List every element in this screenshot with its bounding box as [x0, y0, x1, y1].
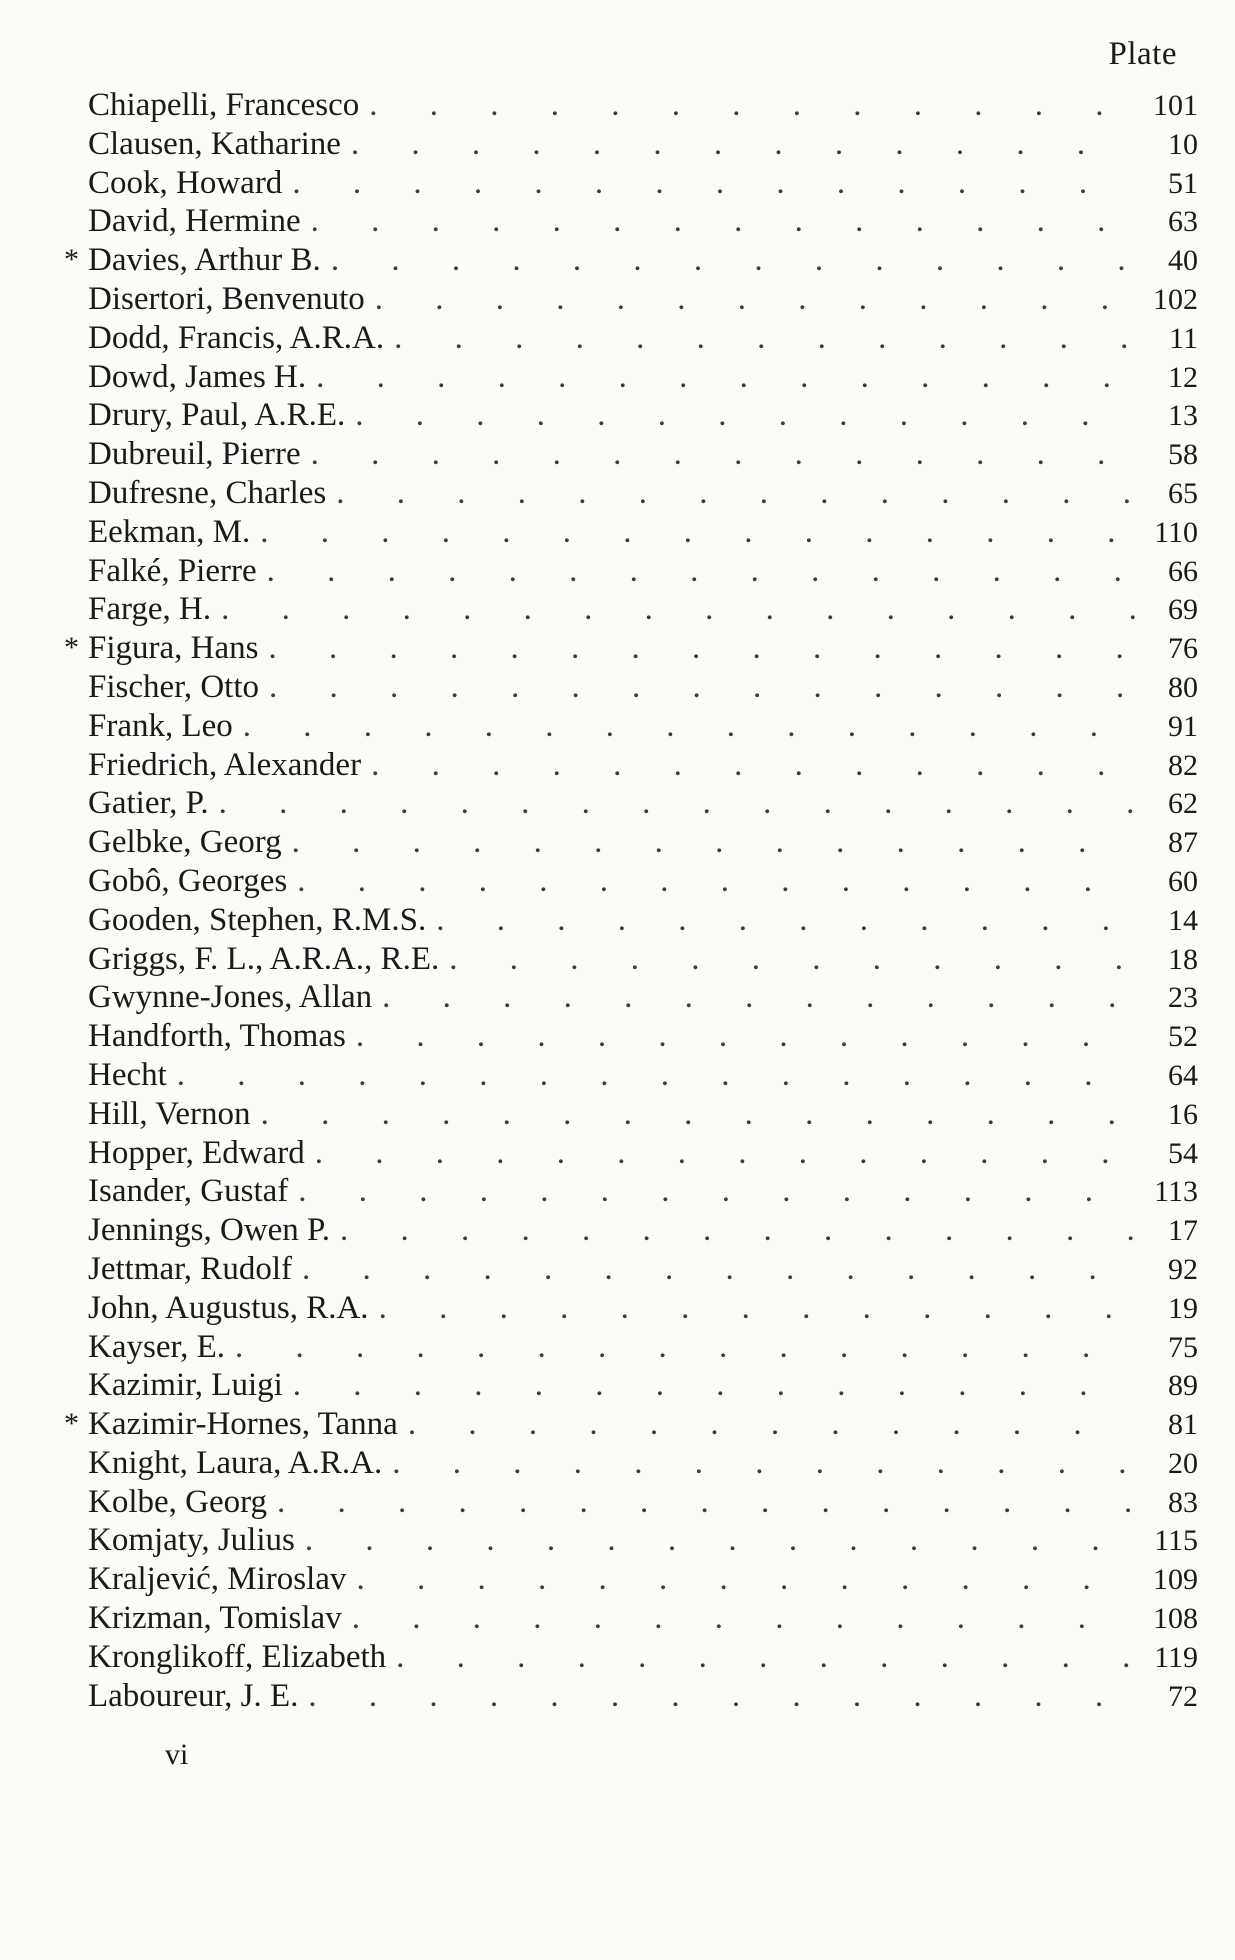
plate-number: 83 [1168, 1485, 1198, 1519]
artist-name [88, 1056, 167, 1095]
index-entry [88, 978, 1198, 1017]
artist-name [88, 1134, 305, 1173]
index-entry [64, 1405, 1198, 1444]
asterisk-marker-icon: * [64, 243, 79, 277]
artist-name [88, 435, 301, 474]
artist-name-text: Gwynne-Jones, Allan [88, 979, 373, 1016]
artist-name-text: Kraljević, Miroslav [88, 1561, 347, 1598]
dot-leader [260, 513, 1136, 552]
artist-name [88, 707, 233, 746]
artist-name [88, 1560, 346, 1599]
dot-leader [449, 940, 1136, 979]
index-entry [88, 474, 1198, 513]
dot-leader [336, 474, 1136, 513]
artist-name [88, 1677, 298, 1716]
plate-number: 62 [1168, 787, 1198, 821]
index-entry [88, 202, 1198, 241]
artist-name-text: Drury, Paul, A.R.E. [88, 397, 346, 434]
artist-name [88, 1366, 283, 1405]
index-entry [88, 1599, 1198, 1638]
index-entry [88, 435, 1198, 474]
artist-name [88, 358, 306, 397]
artist-name-text: Isander, Gustaf [88, 1173, 289, 1210]
artist-name-text: Laboureur, J. E. [88, 1677, 299, 1714]
artist-name [88, 746, 361, 785]
plate-column-header: Plate [1108, 36, 1177, 72]
artist-name [88, 1638, 386, 1677]
index-entry [88, 590, 1198, 629]
plate-number: 60 [1168, 864, 1198, 898]
artist-name-text: Clausen, Katharine [88, 125, 341, 162]
artist-name [88, 86, 359, 125]
plate-number: 51 [1168, 166, 1198, 200]
dot-leader [311, 435, 1136, 474]
artist-name [88, 280, 365, 319]
dot-leader [302, 1250, 1136, 1289]
dot-leader [392, 1444, 1136, 1483]
artist-name-text: Jettmar, Rudolf [88, 1250, 292, 1287]
index-entry [88, 396, 1198, 435]
dot-leader [375, 280, 1136, 319]
artist-name [88, 552, 257, 591]
dot-leader [379, 1289, 1136, 1328]
plate-number: 18 [1168, 942, 1198, 976]
plate-number: 91 [1168, 709, 1198, 743]
plate-number: 40 [1168, 244, 1198, 278]
dot-leader [436, 901, 1136, 940]
index-entry [88, 1134, 1198, 1173]
index-entry [88, 1638, 1198, 1677]
plate-number: 92 [1168, 1252, 1198, 1286]
artist-name [88, 1483, 267, 1522]
artist-name-text: Falké, Pierre [88, 552, 257, 589]
plate-number: 76 [1168, 632, 1198, 666]
artist-name [88, 940, 439, 979]
index-entry [88, 1560, 1198, 1599]
artist-name [88, 1328, 225, 1367]
dot-leader [297, 862, 1136, 901]
artist-name-text: Knight, Laura, A.R.A. [88, 1444, 383, 1481]
dot-leader [268, 629, 1136, 668]
index-entry [88, 125, 1198, 164]
dot-leader [219, 784, 1136, 823]
artist-name [88, 1521, 295, 1560]
index-entry [88, 823, 1198, 862]
dot-leader [316, 358, 1136, 397]
artist-name-text: Kolbe, Georg [88, 1483, 268, 1520]
plate-number: 52 [1168, 1020, 1198, 1054]
dot-leader [356, 1017, 1136, 1056]
dot-leader [305, 1521, 1136, 1560]
plate-number: 87 [1168, 826, 1198, 860]
plate-number: 101 [1153, 89, 1198, 122]
artist-name [88, 823, 282, 862]
artist-name-text: David, Hermine [88, 203, 301, 240]
plate-number: 75 [1168, 1330, 1198, 1364]
artist-name-text: Hopper, Edward [88, 1134, 305, 1171]
asterisk-marker-icon: * [64, 1407, 79, 1441]
index-entry [88, 1521, 1198, 1560]
artist-name-text: Dodd, Francis, A.R.A. [88, 319, 385, 356]
dot-leader [394, 319, 1136, 358]
index-entry [88, 1172, 1198, 1211]
index-entry [88, 1289, 1198, 1328]
index-entry [88, 746, 1198, 785]
index-entry [88, 1328, 1198, 1367]
dot-leader [298, 1172, 1136, 1211]
artist-name [88, 164, 282, 203]
dot-leader [261, 1095, 1136, 1134]
artist-name-text: Komjaty, Julius [88, 1522, 295, 1559]
index-entry [88, 707, 1198, 746]
dot-leader [221, 590, 1136, 629]
plate-number: 16 [1168, 1097, 1198, 1131]
artist-name [88, 202, 301, 241]
artist-name-text: Krizman, Tomislav [88, 1600, 342, 1637]
dot-leader [267, 552, 1136, 591]
plate-number: 102 [1153, 282, 1198, 316]
artist-name [88, 784, 209, 823]
dot-leader [408, 1405, 1136, 1444]
index-entry [88, 319, 1198, 358]
plate-number: 110 [1154, 515, 1198, 549]
artist-name-text: Handforth, Thomas [88, 1018, 346, 1055]
index-entry [88, 513, 1198, 552]
artist-name [88, 1095, 251, 1134]
dot-leader [315, 1134, 1136, 1173]
dot-leader [292, 823, 1136, 862]
plate-number: 63 [1168, 205, 1198, 239]
artist-name-text: Frank, Leo [88, 707, 233, 744]
artist-name-text: Eekman, M. [88, 513, 251, 550]
artist-name-text: Friedrich, Alexander [88, 746, 362, 783]
dot-leader [235, 1328, 1136, 1367]
artist-name [88, 513, 250, 552]
artist-name [88, 125, 341, 164]
artist-name [88, 901, 426, 940]
artist-name-text: Hill, Vernon [88, 1095, 251, 1132]
artist-name-text: Gelbke, Georg [88, 824, 282, 861]
artist-name-text: Kronglikoff, Elizabeth [88, 1638, 387, 1675]
dot-leader [277, 1483, 1136, 1522]
artist-name [88, 1211, 330, 1250]
plate-number: 17 [1168, 1214, 1198, 1248]
plate-number: 115 [1154, 1524, 1198, 1558]
plate-number: 64 [1168, 1058, 1198, 1092]
dot-leader [371, 746, 1136, 785]
index-entry [88, 901, 1198, 940]
plate-number: 19 [1168, 1291, 1198, 1325]
artist-name [64, 241, 321, 280]
artist-name [88, 1289, 369, 1328]
dot-leader [369, 86, 1136, 125]
index-entry [64, 241, 1198, 280]
artist-name [88, 862, 287, 901]
dot-leader [331, 241, 1136, 280]
artist-name [88, 1172, 288, 1211]
index-entry [88, 1017, 1198, 1056]
artist-name-text: Cook, Howard [88, 164, 283, 201]
artist-name [88, 319, 384, 358]
dot-leader [177, 1056, 1136, 1095]
index-entry [88, 1366, 1198, 1405]
dot-leader [355, 396, 1136, 435]
artist-name [88, 1250, 292, 1289]
dot-leader [340, 1211, 1136, 1250]
dot-leader [308, 1677, 1136, 1716]
dot-leader [352, 1599, 1136, 1638]
artist-name-text: Farge, H. [88, 591, 212, 628]
plate-number: 23 [1168, 981, 1198, 1015]
artist-name-text: Kayser, E. [88, 1328, 226, 1365]
plate-number: 13 [1168, 399, 1198, 433]
plate-number: 20 [1168, 1446, 1198, 1480]
artist-name-text: Figura, Hans [88, 630, 259, 667]
plate-number: 109 [1153, 1563, 1198, 1597]
artist-name-text: Kazimir-Hornes, Tanna [88, 1406, 398, 1443]
dot-leader [311, 202, 1136, 241]
dot-leader [292, 164, 1136, 203]
artist-name-text: Hecht [88, 1056, 167, 1093]
plate-number: 58 [1168, 438, 1198, 472]
plate-number: 89 [1168, 1369, 1198, 1403]
artist-name [88, 1599, 342, 1638]
artist-name-text: Dowd, James H. [88, 358, 307, 395]
plate-number: 108 [1153, 1602, 1198, 1636]
index-entry [88, 1056, 1198, 1095]
plate-number: 14 [1168, 903, 1198, 937]
index-entry [88, 1211, 1198, 1250]
artist-name-text: Gatier, P. [88, 785, 209, 822]
plate-number: 10 [1168, 127, 1198, 161]
artist-name [88, 474, 326, 513]
dot-leader [293, 1366, 1136, 1405]
dot-leader [396, 1638, 1136, 1677]
index-entry [88, 552, 1198, 591]
artist-name [88, 396, 345, 435]
plate-number: 82 [1168, 748, 1198, 782]
dot-leader [356, 1560, 1136, 1599]
artist-name [88, 1017, 346, 1056]
artist-name-text: Fischer, Otto [88, 668, 259, 705]
index-entry [88, 164, 1198, 203]
index-entry [88, 1677, 1198, 1716]
index-entry [88, 1483, 1198, 1522]
page-number: vi [165, 1738, 189, 1771]
plate-number: 113 [1154, 1175, 1198, 1209]
artist-name-text: Kazimir, Luigi [88, 1367, 283, 1404]
plate-number: 69 [1168, 593, 1198, 627]
index-entry [64, 629, 1198, 668]
artist-name-text: John, Augustus, R.A. [88, 1289, 369, 1326]
artist-name-text: Chiapelli, Francesco [88, 87, 360, 123]
dot-leader [382, 978, 1136, 1017]
dot-leader [269, 668, 1136, 707]
artist-name [88, 590, 211, 629]
artist-name-text: Griggs, F. L., A.R.A., R.E. [88, 940, 440, 977]
plate-number: 80 [1168, 670, 1198, 704]
index-entry [88, 1444, 1198, 1483]
index-entry [88, 940, 1198, 979]
asterisk-marker-icon: * [64, 631, 79, 665]
artist-index-list [64, 86, 1198, 1715]
index-entry [88, 862, 1198, 901]
artist-name [64, 1405, 398, 1444]
index-entry [88, 86, 1198, 125]
index-entry [88, 784, 1198, 823]
artist-name-text: Gobô, Georges [88, 862, 288, 899]
artist-name-text: Jennings, Owen P. [88, 1212, 331, 1249]
plate-number: 12 [1168, 360, 1198, 394]
plate-number: 119 [1154, 1640, 1198, 1674]
artist-name-text: Dubreuil, Pierre [88, 436, 301, 473]
plate-number: 11 [1169, 321, 1198, 355]
index-entry [88, 358, 1198, 397]
plate-number: 72 [1168, 1679, 1198, 1713]
index-entry [88, 668, 1198, 707]
artist-name-text: Gooden, Stephen, R.M.S. [88, 901, 427, 938]
dot-leader [351, 125, 1136, 164]
index-entry [88, 1095, 1198, 1134]
plate-number: 65 [1168, 476, 1198, 510]
index-entry [88, 280, 1198, 319]
artist-name [88, 668, 259, 707]
plate-number: 81 [1168, 1408, 1198, 1442]
artist-name-text: Dufresne, Charles [88, 474, 327, 511]
dot-leader [243, 707, 1136, 746]
plate-number: 66 [1168, 554, 1198, 588]
artist-name-text: Disertori, Benvenuto [88, 280, 365, 317]
artist-name [88, 1444, 382, 1483]
artist-name [88, 978, 372, 1017]
artist-name [64, 629, 259, 668]
index-entry [88, 1250, 1198, 1289]
artist-name-text: Davies, Arthur B. [88, 242, 321, 279]
plate-number: 54 [1168, 1136, 1198, 1170]
